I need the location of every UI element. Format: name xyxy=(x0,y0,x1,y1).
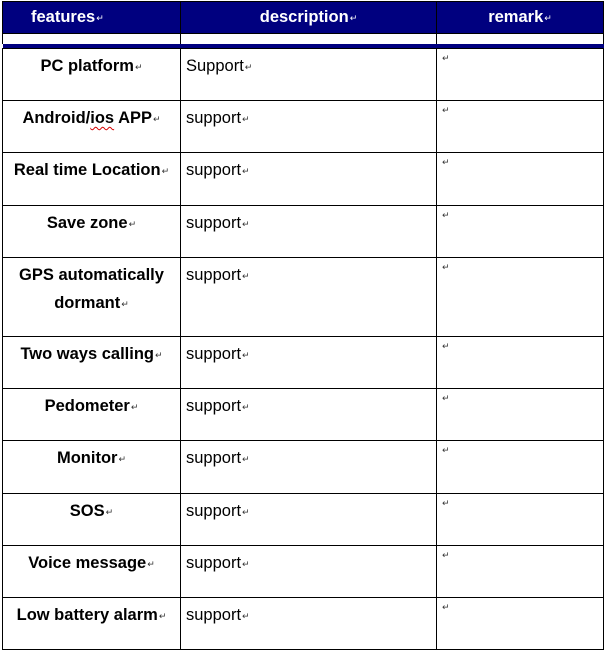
header-description: description↵ xyxy=(181,2,437,34)
remark-cell xyxy=(437,389,604,441)
header-remark: remark↵ xyxy=(437,2,604,34)
table-row xyxy=(3,598,604,650)
paragraph-mark-icon: ↵ xyxy=(442,498,450,508)
table-header-row xyxy=(3,2,604,34)
paragraph-mark-icon: ↵ xyxy=(442,445,450,455)
description-cell: support↵ xyxy=(181,494,437,546)
description-cell: support↵ xyxy=(181,258,437,337)
paragraph-mark-icon: ↵ xyxy=(242,454,250,464)
paragraph-mark-icon: ↵ xyxy=(96,13,104,23)
feature-cell: Pedometer↵ xyxy=(3,389,181,441)
feature-cell: Two ways calling↵ xyxy=(3,337,181,389)
paragraph-mark-icon: ↵ xyxy=(158,611,167,621)
paragraph-mark-icon: ↵ xyxy=(442,105,450,115)
paragraph-mark-icon: ↵ xyxy=(242,507,250,517)
table-row xyxy=(3,337,604,389)
remark-cell xyxy=(437,258,604,337)
description-cell: support↵ xyxy=(181,389,437,441)
paragraph-mark-icon: ↵ xyxy=(130,402,139,412)
remark-cell xyxy=(437,546,604,598)
paragraph-mark-icon: ↵ xyxy=(155,350,163,360)
paragraph-mark-icon: ↵ xyxy=(242,350,250,360)
feature-cell: Real time Location↵ xyxy=(3,153,181,206)
table-row xyxy=(3,494,604,546)
table-row xyxy=(3,546,604,598)
paragraph-mark-icon: ↵ xyxy=(242,402,250,412)
feature-cell: Voice message↵ xyxy=(3,546,181,598)
paragraph-mark-icon: ↵ xyxy=(544,13,552,23)
description-cell: support↵ xyxy=(181,337,437,389)
paragraph-mark-icon: ↵ xyxy=(442,210,450,220)
description-cell: support↵ xyxy=(181,101,437,153)
remark-cell xyxy=(437,153,604,206)
table-row xyxy=(3,441,604,494)
features-table xyxy=(2,1,604,650)
header-spacer-row xyxy=(3,34,604,45)
description-cell: support↵ xyxy=(181,153,437,206)
feature-cell: Save zone↵ xyxy=(3,206,181,258)
feature-cell: PC platform↵ xyxy=(3,49,181,101)
paragraph-mark-icon: ↵ xyxy=(242,114,250,124)
paragraph-mark-icon: ↵ xyxy=(349,13,358,23)
paragraph-mark-icon: ↵ xyxy=(244,62,253,72)
remark-cell xyxy=(437,494,604,546)
paragraph-mark-icon: ↵ xyxy=(242,559,250,569)
paragraph-mark-icon: ↵ xyxy=(153,114,161,124)
paragraph-mark-icon: ↵ xyxy=(242,271,250,281)
description-cell: support↵ xyxy=(181,546,437,598)
paragraph-mark-icon: ↵ xyxy=(242,219,250,229)
description-cell: support↵ xyxy=(181,206,437,258)
remark-cell xyxy=(437,598,604,650)
paragraph-mark-icon: ↵ xyxy=(134,62,143,72)
paragraph-mark-icon: ↵ xyxy=(442,341,450,351)
table-row xyxy=(3,258,604,337)
remark-cell xyxy=(437,49,604,101)
remark-cell xyxy=(437,206,604,258)
feature-cell: GPS automatically dormant↵ xyxy=(3,258,181,337)
table-row xyxy=(3,389,604,441)
paragraph-mark-icon: ↵ xyxy=(242,611,250,621)
paragraph-mark-icon: ↵ xyxy=(442,157,450,167)
paragraph-mark-icon: ↵ xyxy=(442,53,450,63)
paragraph-mark-icon: ↵ xyxy=(442,550,450,560)
table-row xyxy=(3,101,604,153)
paragraph-mark-icon: ↵ xyxy=(442,262,450,272)
feature-cell: Android/ios APP↵ xyxy=(3,101,181,153)
paragraph-mark-icon: ↵ xyxy=(442,602,450,612)
table-row xyxy=(3,153,604,206)
table-row xyxy=(3,206,604,258)
feature-cell: Low battery alarm↵ xyxy=(3,598,181,650)
description-cell: Support↵ xyxy=(181,49,437,101)
table-row xyxy=(3,49,604,101)
remark-cell xyxy=(437,101,604,153)
paragraph-mark-icon: ↵ xyxy=(128,219,137,229)
spellcheck-underline: ios xyxy=(90,109,115,127)
paragraph-mark-icon: ↵ xyxy=(147,559,155,569)
paragraph-mark-icon: ↵ xyxy=(242,166,250,176)
remark-cell xyxy=(437,441,604,494)
feature-cell: SOS↵ xyxy=(3,494,181,546)
paragraph-mark-icon: ↵ xyxy=(118,454,127,464)
feature-cell: Monitor↵ xyxy=(3,441,181,494)
header-features: features↵ xyxy=(3,2,181,34)
paragraph-mark-icon: ↵ xyxy=(121,299,129,309)
paragraph-mark-icon: ↵ xyxy=(105,507,114,517)
description-cell: support↵ xyxy=(181,441,437,494)
remark-cell xyxy=(437,337,604,389)
paragraph-mark-icon: ↵ xyxy=(442,393,450,403)
paragraph-mark-icon: ↵ xyxy=(161,166,170,176)
description-cell: support↵ xyxy=(181,598,437,650)
